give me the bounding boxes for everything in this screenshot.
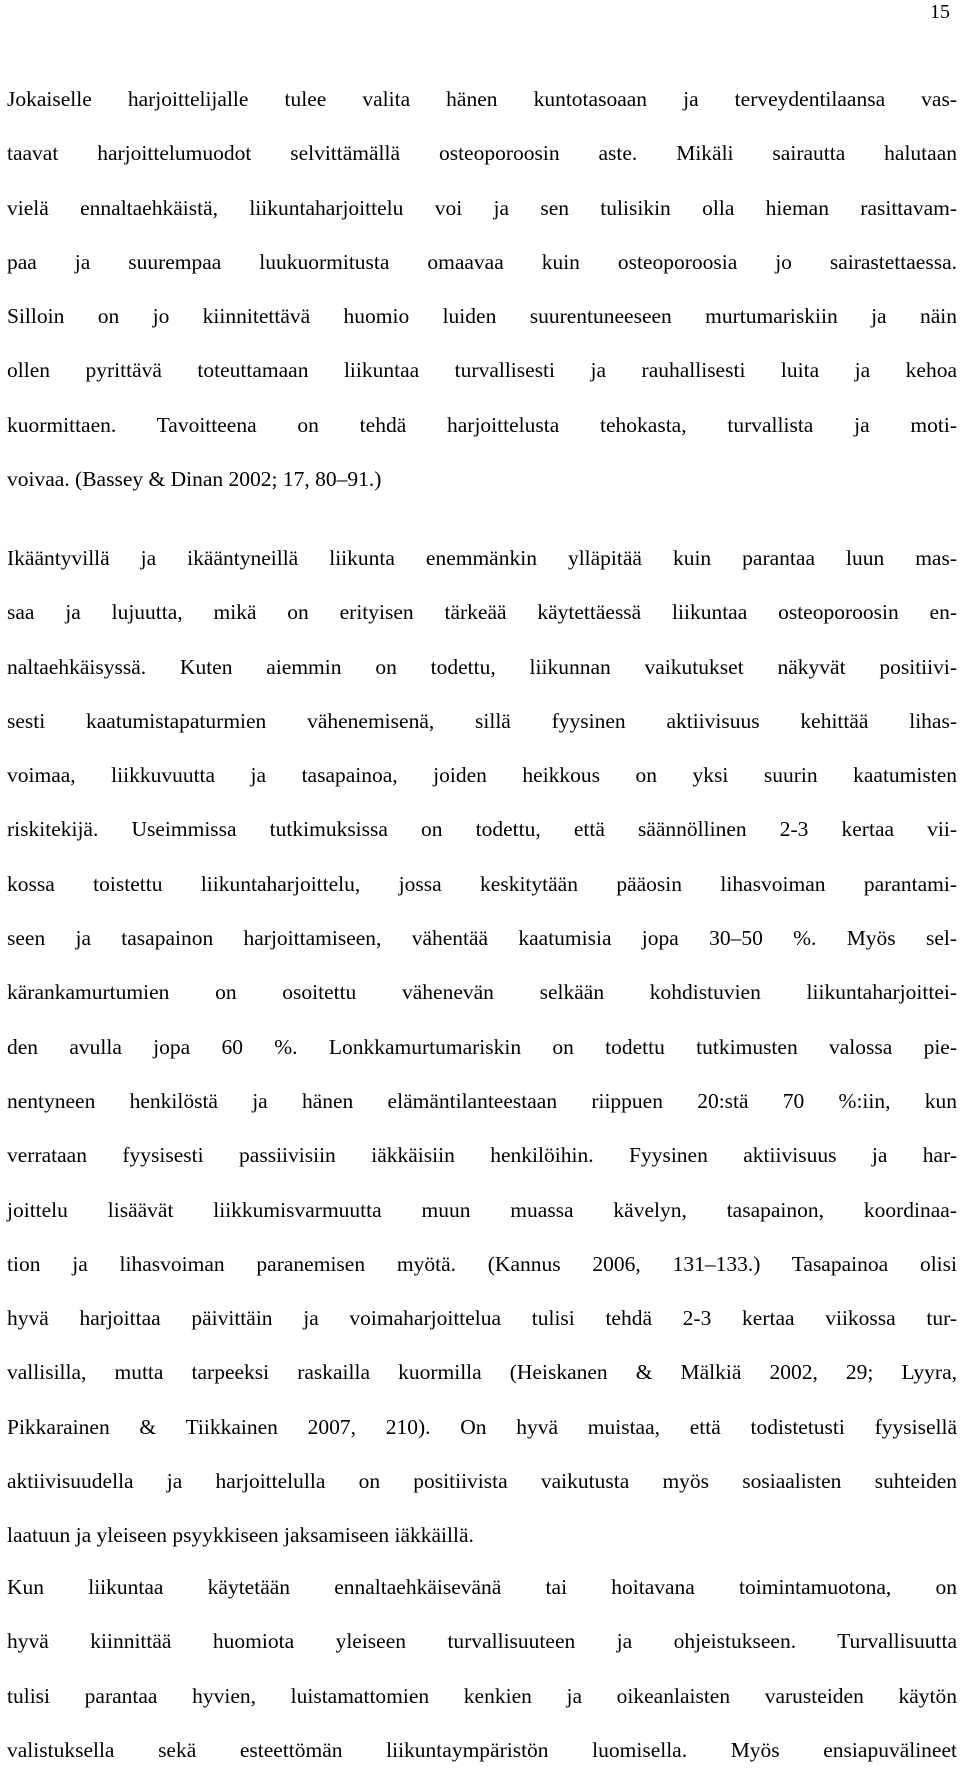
paragraph-1 bbox=[7, 72, 957, 506]
text-line: vallisilla, mutta tarpeeksi raskailla kuormilla (Heiskanen & Mälkiä 2002, 29; Lyyra, bbox=[7, 1360, 957, 1385]
text-line: vielä ennaltaehkäistä, liikuntaharjoittelu voi ja sen tulisikin olla hieman rasittavam- bbox=[7, 195, 957, 220]
text-line: kärankamurtumien on osoitettu vähenevän selkään kohdistuvien liikuntaharjoittei- bbox=[7, 980, 957, 1005]
text-line: voivaa. (Bassey & Dinan 2002; 17, 80–91.) bbox=[7, 467, 382, 492]
text-line: den avulla jopa 60 %. Lonkkamurtumariskin on todettu tutkimusten valossa pie- bbox=[7, 1034, 957, 1059]
text-line: laatuun ja yleiseen psyykkiseen jaksamiseen iäkkäillä. bbox=[7, 1523, 474, 1548]
text-line: voimaa, liikkuvuutta ja tasapainoa, joiden heikkous on yksi suurin kaatumisten bbox=[7, 763, 957, 788]
text-line: saa ja lujuutta, mikä on erityisen tärkeää käytettäessä liikuntaa osteoporoosin en- bbox=[7, 600, 957, 625]
text-line: aktiivisuudella ja harjoittelulla on positiivista vaikutusta myös sosiaalisten suhteiden bbox=[7, 1469, 957, 1494]
text-line: ollen pyrittävä toteuttamaan liikuntaa turvallisesti ja rauhallisesti luita ja kehoa bbox=[7, 358, 957, 383]
text-line: kuormittaen. Tavoitteena on tehdä harjoittelusta tehokasta, turvallista ja moti- bbox=[7, 412, 957, 437]
text-line: nentyneen henkilöstä ja hänen elämäntilanteestaan riippuen 20:stä 70 %:iin, kun bbox=[7, 1088, 957, 1113]
paragraph-3 bbox=[7, 1560, 957, 1777]
text-line: Ikääntyvillä ja ikääntyneillä liikunta enemmänkin ylläpitää kuin parantaa luun mas- bbox=[7, 546, 957, 570]
text-line: Jokaiselle harjoittelijalle tulee valita hänen kuntotasoaan ja terveydentilaansa vas- bbox=[7, 87, 957, 111]
text-line: tulisi parantaa hyvien, luistamattomien kenkien ja oikeanlaisten varusteiden käytön bbox=[7, 1683, 957, 1708]
text-line: riskitekijä. Useimmissa tutkimuksissa on todettu, että säännöllinen 2-3 kertaa vii- bbox=[7, 817, 957, 842]
text-line: verrataan fyysisesti passiivisiin iäkkäisiin henkilöihin. Fyysinen aktiivisuus ja har- bbox=[7, 1143, 957, 1168]
text-line: Pikkarainen & Tiikkainen 2007, 210). On hyvä muistaa, että todistetusti fyysisellä bbox=[7, 1414, 957, 1439]
text-line: tion ja lihasvoiman paranemisen myötä. (Kannus 2006, 131–133.) Tasapainoa olisi bbox=[7, 1251, 957, 1276]
text-line: Kun liikuntaa käytetään ennaltaehkäisevänä tai hoitavana toimintamuotona, on bbox=[7, 1575, 957, 1599]
text-line: taavat harjoittelumuodot selvittämällä osteoporoosin aste. Mikäli sairautta halutaan bbox=[7, 141, 957, 166]
text-line: naltaehkäisyssä. Kuten aiemmin on todettu, liikunnan vaikutukset näkyvät positiivi- bbox=[7, 654, 957, 679]
text-line: valistuksella sekä esteettömän liikuntaympäristön luomisella. Myös ensiapuvälineet bbox=[7, 1737, 957, 1762]
text-line: hyvä kiinnittää huomiota yleiseen turvallisuuteen ja ohjeistukseen. Turvallisuutta bbox=[7, 1629, 957, 1654]
text-line: hyvä harjoittaa päivittäin ja voimaharjoittelua tulisi tehdä 2-3 kertaa viikossa tur- bbox=[7, 1306, 957, 1331]
text-line: kossa toistettu liikuntaharjoittelu, jossa keskitytään pääosin lihasvoiman parantami- bbox=[7, 871, 957, 896]
text-line: seen ja tasapainon harjoittamiseen, vähentää kaatumisia jopa 30–50 %. Myös sel- bbox=[7, 926, 957, 951]
text-line: Silloin on jo kiinnitettävä huomio luiden suurentuneeseen murtumariskiin ja näin bbox=[7, 304, 957, 329]
text-line: joittelu lisäävät liikkumisvarmuutta muun muassa kävelyn, tasapainon, koordinaa- bbox=[7, 1197, 957, 1222]
paragraph-2 bbox=[7, 531, 957, 1563]
text-line: paa ja suurempaa luukuormitusta omaavaa kuin osteoporoosia jo sairastettaessa. bbox=[7, 249, 957, 274]
text-line: sesti kaatumistapaturmien vähenemisenä, sillä fyysinen aktiivisuus kehittää lihas- bbox=[7, 708, 957, 733]
page-number: 15 bbox=[930, 1, 950, 23]
